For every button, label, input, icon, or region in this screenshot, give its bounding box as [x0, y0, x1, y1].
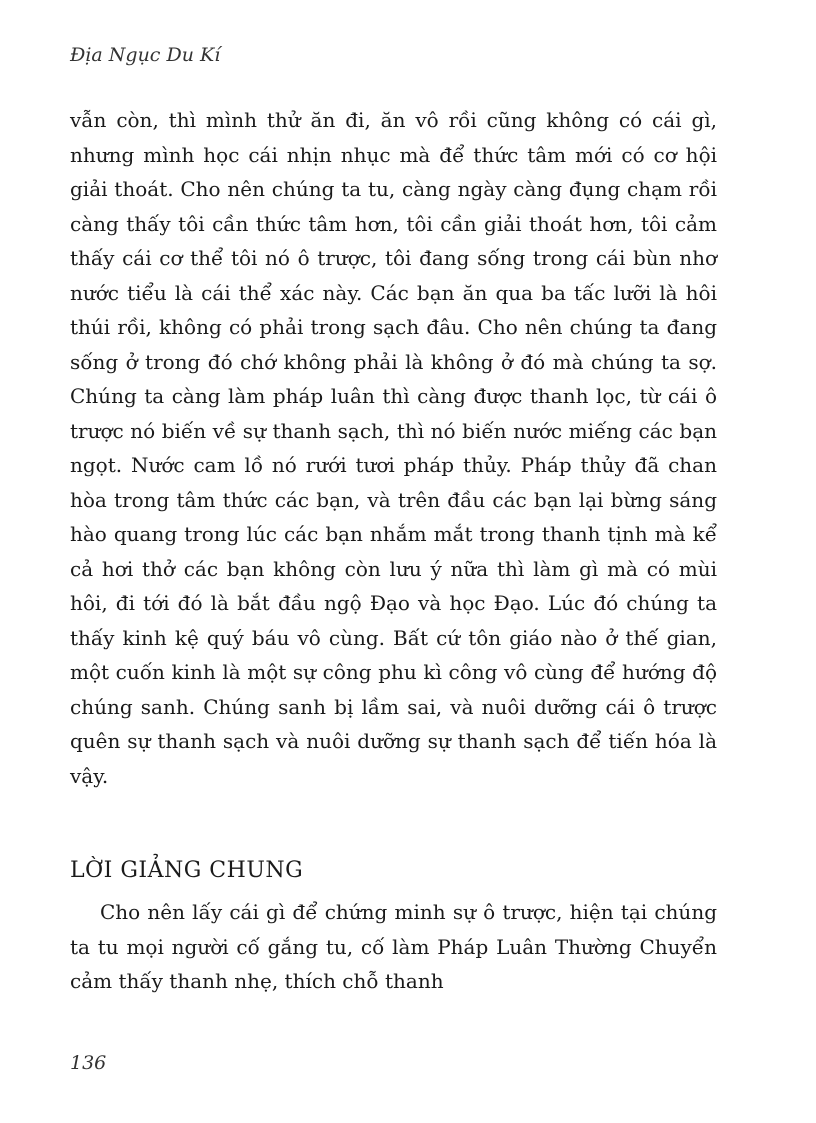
body-paragraph-1: vẫn còn, thì mình thử ăn đi, ăn vô rồi cũng không có cái gì, nhưng mình học cái nhịn nhục mà để thức tâm mới có cơ hội giải thoát. Cho nên chúng ta tu, càng ngày càng đụng chạm rồi càng thấy tôi cần thức tâm hơn, tôi cần giải thoát hơn, tôi cảm thấy cái cơ thể tôi nó ô trược, tôi đang sống trong cái bùn nhơ nước tiểu là cái thể xác này. Các bạn ăn qua ba tấc lưỡi là hôi thúi rồi, không có phải trong sạch đâu. Cho nên chúng ta đang sống ở trong đó chớ không phải là không ở đó mà chúng ta sợ. Chúng ta càng làm pháp luân thì càng được thanh lọc, từ cái ô trược nó biến về sự thanh sạch, thì nó biến nước miếng các bạn ngọt. Nước cam lồ nó rưới tươi pháp thủy. Pháp thủy đã chan hòa trong tâm thức các bạn, và trên đầu các bạn lại bừng sáng hào quang trong lúc các bạn nhắm mắt trong thanh tịnh mà kể cả hơi thở các bạn không còn lưu ý nữa thì làm gì mà có mùi hôi, đi tới đó là bắt đầu ngộ Đạo và học Đạo. Lúc đó chúng ta thấy kinh kệ quý báu vô cùng. Bất cứ tôn giáo nào ở thế gian, một cuốn kinh là một sự công phu kì công vô cùng để hướng độ chúng sanh. Chúng sanh bị lầm sai, và nuôi dưỡng cái ô trược quên sự thanh sạch và nuôi dưỡng sự thanh sạch để tiến hóa là vậy.: [70, 108, 717, 788]
body-paragraph-2: Cho nên lấy cái gì để chứng minh sự ô trược, hiện tại chúng ta tu mọi người cố gắng tu, cố làm Pháp Luân Thường Chuyển cảm thấy thanh nhẹ, thích chỗ thanh: [70, 900, 717, 993]
page-number: 136: [70, 1052, 107, 1074]
section-heading: LỜI GIẢNG CHUNG: [70, 858, 304, 883]
running-header: Địa Ngục Du Kí: [70, 44, 221, 66]
